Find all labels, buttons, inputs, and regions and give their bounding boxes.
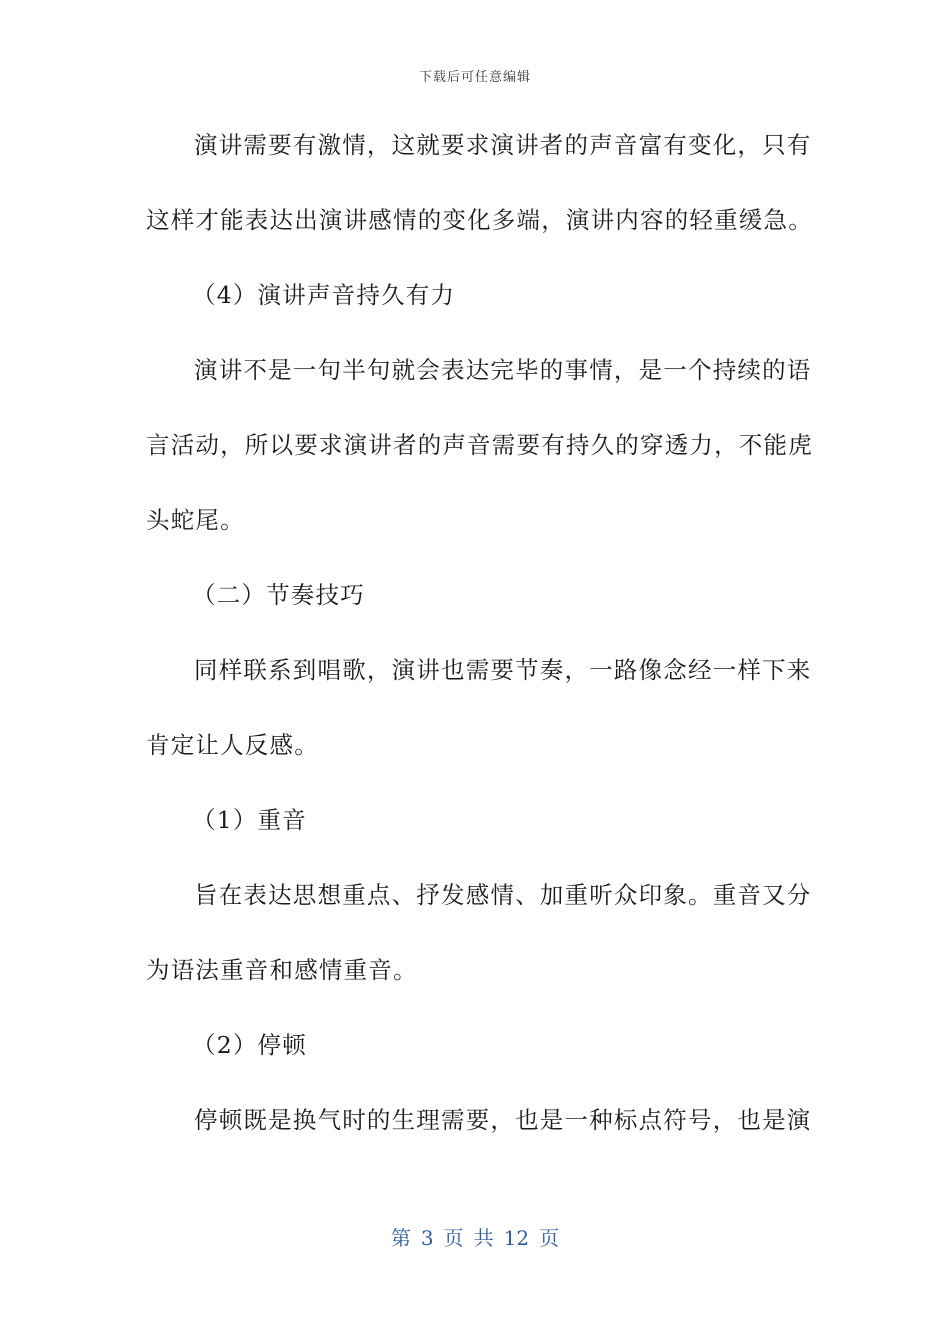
paragraph-line: 头蛇尾。: [146, 506, 245, 534]
footer-page-label: 页: [443, 1226, 464, 1250]
section-heading: （1）重音: [192, 806, 307, 834]
section-heading: （2）停顿: [192, 1031, 307, 1059]
footer-total-prefix: 共: [473, 1226, 494, 1250]
paragraph-line: 演讲不是一句半句就会表达完毕的事情，是一个持续的语: [194, 356, 812, 384]
footer-suffix: 页: [539, 1226, 560, 1250]
footer-total-pages: 12: [503, 1226, 530, 1250]
paragraph-line: 这样才能表达出演讲感情的变化多端，演讲内容的轻重缓急。: [146, 206, 813, 234]
section-heading: （二）节奏技巧: [192, 581, 365, 609]
paragraph-line: 言活动，所以要求演讲者的声音需要有持久的穿透力，不能虎: [146, 431, 813, 459]
footer-prefix: 第: [390, 1226, 411, 1250]
paragraph-line: 旨在表达思想重点、抒发感情、加重听众印象。重音又分: [194, 881, 812, 909]
paragraph-line: 肯定让人反感。: [146, 731, 319, 759]
paragraph-line: 为语法重音和感情重音。: [146, 956, 418, 984]
paragraph-line: 演讲需要有激情，这就要求演讲者的声音富有变化，只有: [194, 131, 812, 159]
page-header: 下载后可任意编辑: [418, 70, 531, 85]
paragraph-line: 停顿既是换气时的生理需要，也是一种标点符号，也是演: [194, 1106, 812, 1134]
page-footer: [0, 1222, 950, 1251]
paragraph-line: 同样联系到唱歌，演讲也需要节奏，一路像念经一样下来: [194, 656, 812, 684]
section-heading: （4）演讲声音持久有力: [192, 281, 456, 309]
footer-page-number: 3: [420, 1226, 434, 1250]
